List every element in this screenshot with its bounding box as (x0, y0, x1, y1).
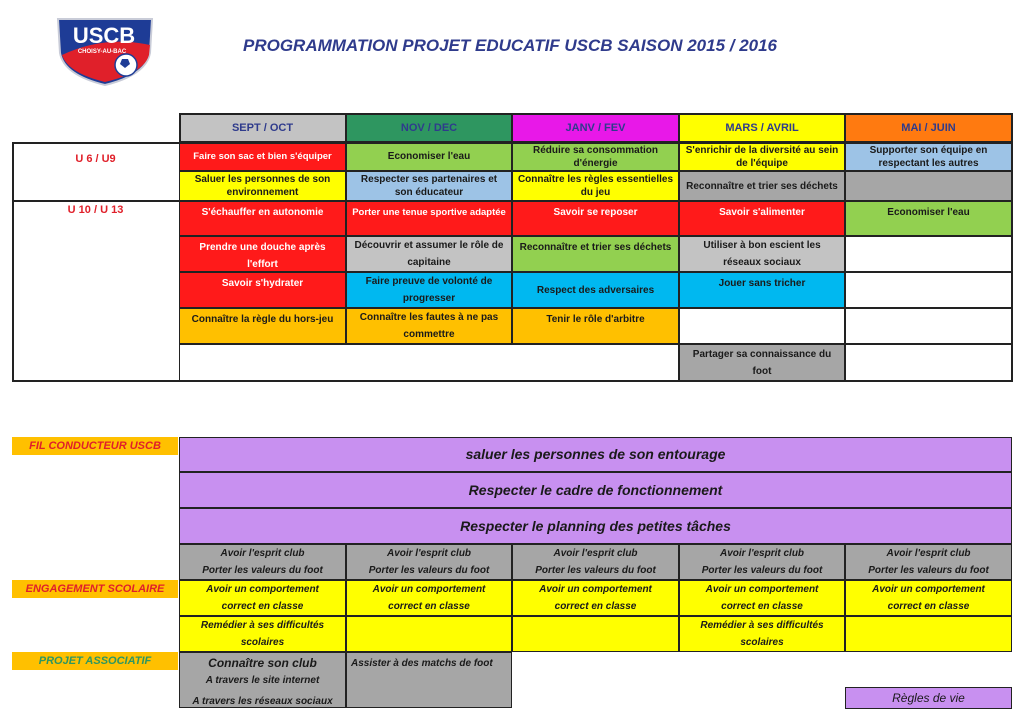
assister-matchs-cell: Assister à des matchs de foot (346, 652, 512, 708)
activity-cell: Respect des adversaires (512, 272, 679, 308)
activity-cell: Reconnaître et trier ses déchets (512, 236, 679, 272)
club-cell (346, 544, 512, 580)
engagement-line1: Avoir un comportement (705, 584, 819, 595)
club-line1: Avoir l'esprit club (386, 548, 472, 559)
activity-cell: Economiser l'eau (346, 142, 512, 171)
club-line2: Porter les valeurs du foot (535, 565, 656, 576)
club-line1: Avoir l'esprit club (220, 548, 305, 559)
empty-cell (845, 272, 1012, 308)
engagement-line1: Avoir un comportement (872, 584, 985, 595)
uscb-logo (50, 15, 160, 87)
activity-cell: Respecter ses partenaires et son éducateur (346, 171, 512, 201)
regles-de-vie-badge: Règles de vie (845, 687, 1012, 709)
engagement-cell (512, 580, 679, 616)
empty-cell (845, 171, 1012, 201)
group-label-u6-u9: U 6 / U9 (75, 153, 116, 165)
activity-cell: Utiliser à bon escient les réseaux sociaux (679, 236, 845, 272)
activity-cell: Partager sa connaissance du foot (679, 344, 845, 381)
engagement-line2: correct en classe (721, 601, 803, 612)
month-header-sept-oct: SEPT / OCT (179, 114, 346, 142)
activity-cell: Savoir s'alimenter (679, 201, 845, 236)
site-internet-text: A travers le site internet (205, 675, 320, 686)
activity-cell: Connaître la règle du hors-jeu (179, 308, 346, 344)
empty-cell (845, 308, 1012, 344)
group-label-u10-u13: U 10 / U 13 (67, 204, 124, 216)
club-line1: Avoir l'esprit club (719, 548, 805, 559)
activity-cell: Faire preuve de volonté de progresser (346, 272, 512, 308)
club-cell (845, 544, 1012, 580)
club-line2: Porter les valeurs du foot (202, 565, 323, 576)
club-line2: Porter les valeurs du foot (868, 565, 989, 576)
activity-cell: Saluer les personnes de son environnement (179, 171, 346, 201)
logo-subtext: CHOISY-AU-BAC (77, 49, 127, 55)
group-divider (12, 200, 180, 202)
page-title: PROGRAMMATION PROJET EDUCATIF USCB SAISON 2015 / 2016 (242, 36, 778, 55)
activity-cell: Prendre une douche après l'effort (179, 236, 346, 272)
month-header-nov-dec: NOV / DEC (346, 114, 512, 142)
activity-cell: Porter une tenue sportive adaptée (346, 201, 512, 236)
activity-cell: Savoir s'hydrater (179, 272, 346, 308)
engagement-line1: Avoir un comportement (539, 584, 652, 595)
activity-cell: Découvrir et assumer le rôle de capitaine (346, 236, 512, 272)
activity-cell: S'enrichir de la diversité au sein de l'équipe (679, 142, 845, 171)
activity-cell: Réduire sa consommation d'énergie (512, 142, 679, 171)
engagement-cell (679, 580, 845, 616)
empty-cell (845, 344, 1012, 381)
projet-associatif-label: PROJET ASSOCIATIF (12, 652, 178, 670)
activity-cell: Faire son sac et bien s'équiper (179, 142, 346, 171)
engagement-line1: Avoir un comportement (206, 584, 319, 595)
remedier-cell: Remédier à ses difficultés scolaires (179, 616, 346, 652)
club-cell (179, 544, 346, 580)
activity-cell: Tenir le rôle d'arbitre (512, 308, 679, 344)
month-header-janv-fev: JANV / FEV (512, 114, 679, 142)
month-header-mai-juin: MAI / JUIN (845, 114, 1012, 142)
engagement-scolaire-label: ENGAGEMENT SCOLAIRE (12, 580, 178, 598)
club-line1: Avoir l'esprit club (886, 548, 971, 559)
activity-cell: Jouer sans tricher (679, 272, 845, 308)
engagement-line1: Avoir un comportement (372, 584, 486, 595)
logo-text: USCB (72, 23, 136, 48)
club-cell (679, 544, 845, 580)
club-line2: Porter les valeurs du foot (701, 565, 823, 576)
engagement-cell (179, 580, 346, 616)
activity-cell: S'échauffer en autonomie (179, 201, 346, 236)
empty-cell (679, 308, 845, 344)
engagement-cell (845, 580, 1012, 616)
engagement-line2: correct en classe (554, 601, 637, 612)
empty-cell (179, 344, 679, 381)
activity-cell: Supporter son équipe en respectant les autres (845, 142, 1012, 171)
fil-conducteur-label: FIL CONDUCTEUR USCB (12, 437, 178, 455)
fil-item: Respecter le cadre de fonctionnement (179, 472, 1012, 508)
empty-cell (346, 616, 512, 652)
connaitre-club-title: Connaître son club (208, 656, 317, 670)
activity-cell: Connaître les fautes à ne pas commettre (346, 308, 512, 344)
fil-item: Respecter le planning des petites tâches (179, 508, 1012, 544)
engagement-cell (346, 580, 512, 616)
club-line1: Avoir l'esprit club (553, 548, 638, 559)
month-header-mars-avril: MARS / AVRIL (679, 114, 845, 142)
empty-cell (845, 616, 1012, 652)
empty-cell (845, 236, 1012, 272)
remedier-cell: Remédier à ses difficultés scolaires (679, 616, 845, 652)
empty-cell (512, 616, 679, 652)
club-line2: Porter les valeurs du foot (368, 565, 490, 576)
club-cell (512, 544, 679, 580)
activity-cell: Savoir se reposer (512, 201, 679, 236)
fil-item: saluer les personnes de son entourage (179, 437, 1012, 472)
reseaux-sociaux-text: A travers les réseaux sociaux (192, 696, 333, 707)
activity-cell: Economiser l'eau (845, 201, 1012, 236)
engagement-line2: correct en classe (221, 601, 304, 612)
activity-cell: Connaître les règles essentielles du jeu (512, 171, 679, 201)
activity-cell: Reconnaître et trier ses déchets (679, 171, 845, 201)
engagement-line2: correct en classe (388, 601, 470, 612)
connaitre-club-cell (179, 652, 346, 708)
engagement-line2: correct en classe (887, 601, 970, 612)
